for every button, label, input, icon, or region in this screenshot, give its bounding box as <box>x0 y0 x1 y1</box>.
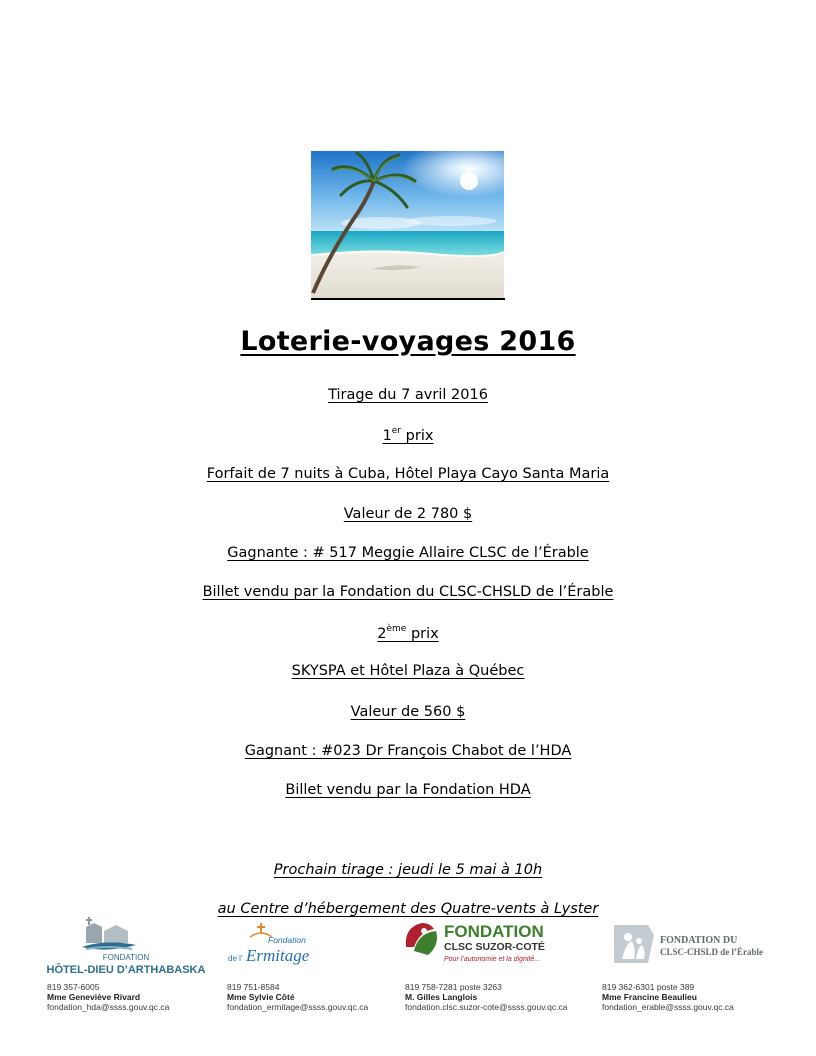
logo-suzor-line2: CLSC SUZOR-COTÉ <box>444 941 545 953</box>
logo-suzor-cote <box>400 917 570 969</box>
next-draw: Prochain tirage : jeudi le 5 mai à 10h <box>273 862 543 878</box>
suzor-cote-leaf-icon <box>406 923 437 955</box>
logo-erable-line1: FONDATION DU <box>660 935 738 946</box>
contact-email: fondation_hda@ssss.gouv.qc.ca <box>47 1002 170 1012</box>
prize-2-value: Valeur de 560 $ <box>350 704 466 720</box>
contact-email: fondation_erable@ssss.gouv.qc.ca <box>602 1002 734 1012</box>
prize-2-word: prix <box>406 626 439 642</box>
contact-erable <box>602 982 734 1012</box>
contact-email: fondation_ermitage@ssss.gouv.qc.ca <box>227 1002 369 1012</box>
prize-1-description: Forfait de 7 nuits à Cuba, Hôtel Playa Cayo Santa Maria <box>206 466 610 482</box>
prize-1-suffix: er <box>391 426 402 436</box>
contact-email: fondation.clsc.suzor-cote@ssss.gouv.qc.ca <box>405 1002 568 1012</box>
logo-erable <box>608 919 778 969</box>
page-title: Loterie-voyages 2016 <box>240 326 576 357</box>
contact-ermitage <box>227 982 368 1012</box>
prize-1-winner: Gagnante : # 517 Meggie Allaire CLSC de l’Érable <box>227 545 589 561</box>
erable-figures-icon <box>614 925 654 963</box>
logo-ermitage-line1: Fondation <box>268 935 306 945</box>
logo-hda <box>46 913 206 977</box>
logo-hda-line1: FONDATION <box>102 953 150 962</box>
logo-suzor-tagline: Pour l’autonomie et la dignité... <box>444 956 541 963</box>
prize-2-description: SKYSPA et Hôtel Plaza à Québec <box>291 663 525 679</box>
photo-bottom-rule <box>311 298 505 300</box>
prize-2-suffix: ème <box>386 624 407 634</box>
logo-erable-line2: CLSC-CHSLD de l’Érable <box>660 947 764 957</box>
contact-phone: 819 751-8584 <box>227 982 280 992</box>
contact-name: Mme Geneviève Rivard <box>47 992 141 1002</box>
contact-hda <box>47 982 169 1012</box>
prize-1-value: Valeur de 2 780 $ <box>343 506 473 522</box>
prize-1-word: prix <box>401 428 434 444</box>
contact-suzor-cote <box>405 982 568 1012</box>
contact-name: M. Gilles Langlois <box>405 992 478 1002</box>
contact-phone: 819 758-7281 poste 3263 <box>405 982 502 992</box>
prize-1-sold-by: Billet vendu par la Fondation du CLSC-CHSLD de l’Érable <box>202 584 614 600</box>
contact-name: Mme Sylvie Côté <box>227 992 295 1002</box>
prize-2-winner: Gagnant : #023 Dr François Chabot de l’HDA <box>244 743 572 759</box>
logo-ermitage-line2b: Ermitage <box>246 946 310 965</box>
prize-1-number: 1 <box>382 428 392 444</box>
draw-date: Tirage du 7 avril 2016 <box>328 387 488 403</box>
logo-ermitage <box>224 919 324 973</box>
prize-2-sold-by: Billet vendu par la Fondation HDA <box>285 782 531 798</box>
contact-phone: 819 362-6301 poste 389 <box>602 982 695 992</box>
contact-name: Mme Francine Beaulieu <box>602 992 697 1002</box>
logo-hda-line2: HÔTEL-DIEU D’ARTHABASKA <box>46 964 206 976</box>
draw-location: au Centre d’hébergement des Quatre-vents à Lyster <box>217 901 599 917</box>
contact-phone: 819 357-6005 <box>47 982 100 992</box>
prize-2-number: 2 <box>377 626 387 642</box>
logo-suzor-line1: FONDATION <box>444 922 544 941</box>
prize-2-heading <box>0 624 816 642</box>
hda-building-icon <box>82 917 136 950</box>
prize-1-heading <box>0 426 816 444</box>
beach-palm-photo <box>311 151 504 299</box>
logo-ermitage-line2a: de l’ <box>228 954 243 963</box>
